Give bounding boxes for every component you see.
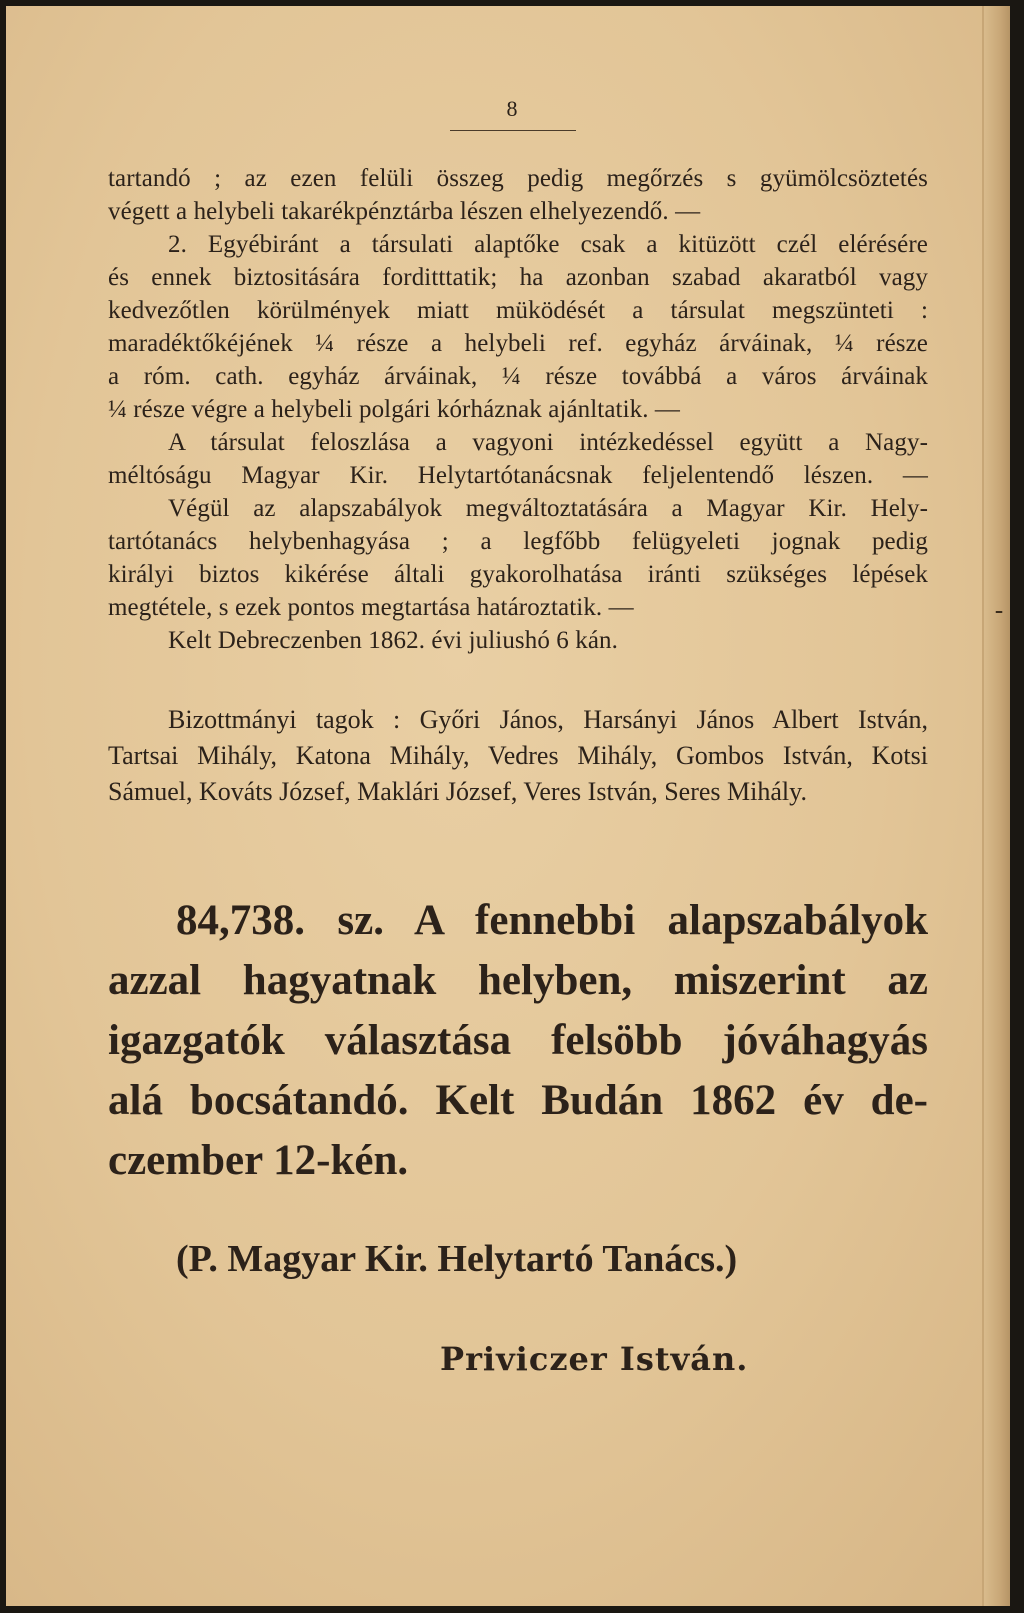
paragraph-2-line-5: a róm. cath. egyház árváinak, ¼ része továbbá a város árváinak — [108, 363, 928, 390]
book-spine — [984, 6, 1010, 1606]
page-number: 8 — [506, 96, 518, 121]
paragraph-2-line-4: maradéktőkéjének ¼ része a helybeli ref. egyház árváinak, ¼ része — [108, 330, 928, 357]
spine-mark: - — [994, 596, 1004, 626]
decree-line-4: alá bocsátandó. Kelt Budán 1862 év de- — [108, 1077, 928, 1124]
committee-line-3: Sámuel, Kováts József, Maklári József, Veres István, Seres Mihály. — [108, 777, 807, 806]
paragraph-2-line-6: ¼ része végre a helybeli polgári kórháznak ajánltatik. — — [108, 396, 681, 423]
paragraph-1-line-1: tartandó ; az ezen felüli összeg pedig megőrzés s gyümölcsöztetés — [108, 165, 928, 192]
decree-line-5: czember 12-kén. — [108, 1137, 409, 1184]
decree-line-2: azzal hagyatnak helyben, miszerint az — [108, 957, 928, 1004]
paragraph-2-line-2: és ennek biztositására forditttatik; ha azonban szabad akaratból vagy — [108, 264, 928, 291]
paragraph-3-line-2: méltóságu Magyar Kir. Helytartótanácsnak feljelentendő lészen. — — [108, 462, 928, 489]
paragraph-4-line-2: tartótanács helybenhagyása ; a legfőbb felügyeleti jognak pedig — [108, 528, 928, 555]
dated-line: Kelt Debreczenben 1862. évi juliushó 6 kán. — [168, 627, 619, 654]
paragraph-4-line-1: Végül az alapszabályok megváltoztatására a Magyar Kir. Hely- — [168, 495, 928, 522]
paragraph-3-line-1: A társulat feloszlása a vagyoni intézkedéssel együtt a Nagy- — [168, 429, 928, 456]
paragraph-4-line-4: megtétele, s ezek pontos megtartása határoztatik. — — [108, 594, 634, 621]
decree-line-1: 84,738. sz. A fennebbi alapszabályok — [176, 897, 928, 944]
authority-line: (P. Magyar Kir. Helytartó Tanács.) — [176, 1238, 738, 1280]
paragraph-1-line-2: végett a helybeli takarékpénztárba lészen elhelyezendő. — — [108, 198, 701, 225]
spine-fold-line — [982, 6, 984, 1606]
signature: Priviczer István. — [440, 1340, 749, 1378]
paragraph-2-line-1: 2. Egyébiránt a társulati alaptőke csak a kitüzött czél elérésére — [168, 231, 928, 258]
committee-line-2: Tartsai Mihály, Katona Mihály, Vedres Mihály, Gombos István, Kotsi — [108, 741, 928, 770]
paragraph-4-line-3: királyi biztos kikérése általi gyakorolhatása iránti szükséges lépések — [108, 561, 928, 588]
committee-line-1: Bizottmányi tagok : Győri János, Harsányi János Albert István, — [168, 705, 928, 734]
decree-line-3: igazgatók választása felsöbb jóváhagyás — [108, 1017, 928, 1064]
paragraph-2-line-3: kedvezőtlen körülmények miatt müködését a társulat megszünteti : — [108, 297, 928, 324]
page-number-rule — [450, 130, 576, 131]
